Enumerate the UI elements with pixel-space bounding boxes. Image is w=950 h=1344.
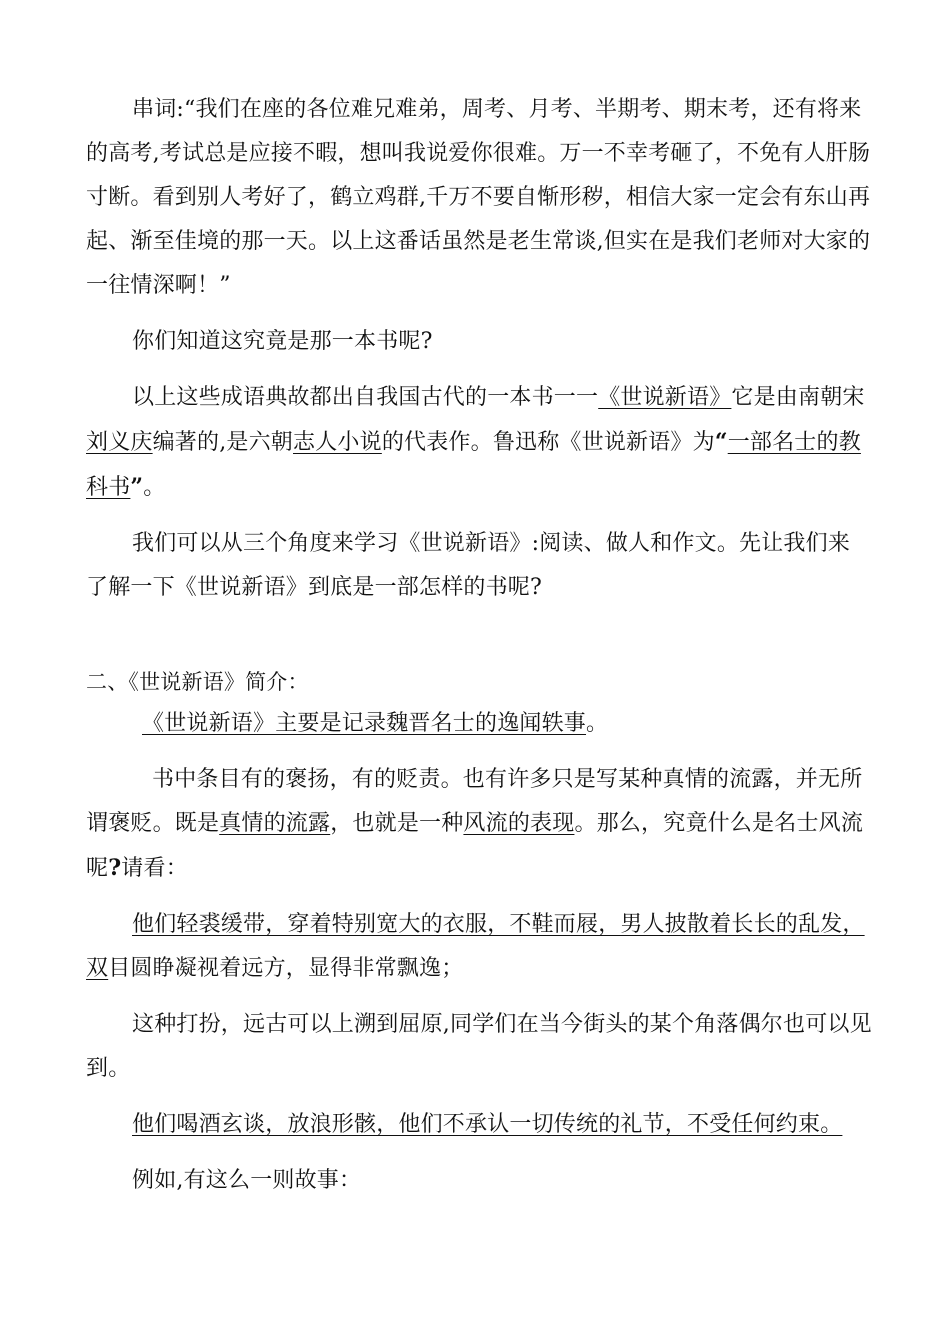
paragraph-dress-style: 这种打扮，远古可以上溯到屈原,同学们在当今街头的某个角落偶尔也可以见到。 <box>86 1012 872 1081</box>
text-segment: 的代表作。鲁迅称《世说新语》为 <box>381 430 715 455</box>
paragraph-summary <box>86 702 872 746</box>
text-segment: 目圆睁凝视着远方，显得非常飘逸； <box>108 956 464 981</box>
text-segment: ，也就是一种 <box>330 811 464 836</box>
drinking-underlined: 他们喝酒玄谈，放浪形骸，他们不承认一切传统的礼节，不受任何约束。 <box>132 1112 843 1137</box>
paragraph-attire <box>86 903 872 991</box>
text-segment: 以上这些成语典故都出自我国古代的一本书一一 <box>132 385 599 410</box>
paragraph-chuanci: 串词:“我们在座的各位难兄难弟，周考、月考、半期考、期末考，还有将来的高考,考试总是应接不暇，想叫我说爱你很难。万一不幸考砸了，不免有人肝肠寸断。看到别人考好了，鹤立鸡群,千万不要自惭形秽，相信大家一定会有东山再起、渐至佳境的那一天。以上这番话虽然是老生常谈,但实在是我们老师对大家的一往情深啊！” <box>86 97 871 298</box>
section-heading: 二、《世说新语》简介： <box>86 670 309 694</box>
author-name-underlined: 刘义庆 <box>86 430 153 455</box>
text-segment: 。那么，究竟什么是名士风流呢 <box>86 811 864 881</box>
text-segment: 它是由南朝宋 <box>731 385 865 410</box>
paragraph-praise-blame <box>86 758 872 891</box>
quote-underlined: 一部名士的教科书 <box>86 430 861 500</box>
text-segment: 。 <box>586 711 609 736</box>
romance-underlined: 风流的表现 <box>463 811 575 836</box>
paragraph-example: 例如,有这么一则故事： <box>132 1168 362 1193</box>
close-quote: ” <box>130 474 144 500</box>
genre-underlined: 志人小说 <box>293 430 382 455</box>
paragraph-book-intro <box>86 376 872 510</box>
text-segment: 编著的,是六朝 <box>152 430 294 455</box>
paragraph-question: 你们知道这究竟是那一本书呢? <box>132 329 433 354</box>
book-title-underlined: 《世说新语》 <box>598 385 732 410</box>
paragraph-three-angles: 我们可以从三个角度来学习《世说新语》:阅读、做人和作文。先让我们来了解一下《世说新语》到底是一部怎样的书呢? <box>86 531 851 600</box>
true-feeling-underlined: 真情的流露 <box>219 811 331 836</box>
summary-underlined: 《世说新语》主要是记录魏晋名士的逸闻轶事 <box>142 711 587 736</box>
text-segment: 请看： <box>121 856 188 881</box>
text-segment: 书中条目有的褒扬，有的贬责。也有许多只是写某种真情的流露，并无所谓褒贬。既是 <box>86 767 863 836</box>
open-quote: “ <box>714 429 728 455</box>
text-segment: 。 <box>143 475 166 500</box>
question-mark: ? <box>108 855 122 881</box>
paragraph-drinking <box>86 1103 872 1147</box>
attire-underlined: 他们轻裘缓带，穿着特别宽大的衣服，不鞋而屐，男人披散着长长的乱发，双 <box>86 912 865 981</box>
